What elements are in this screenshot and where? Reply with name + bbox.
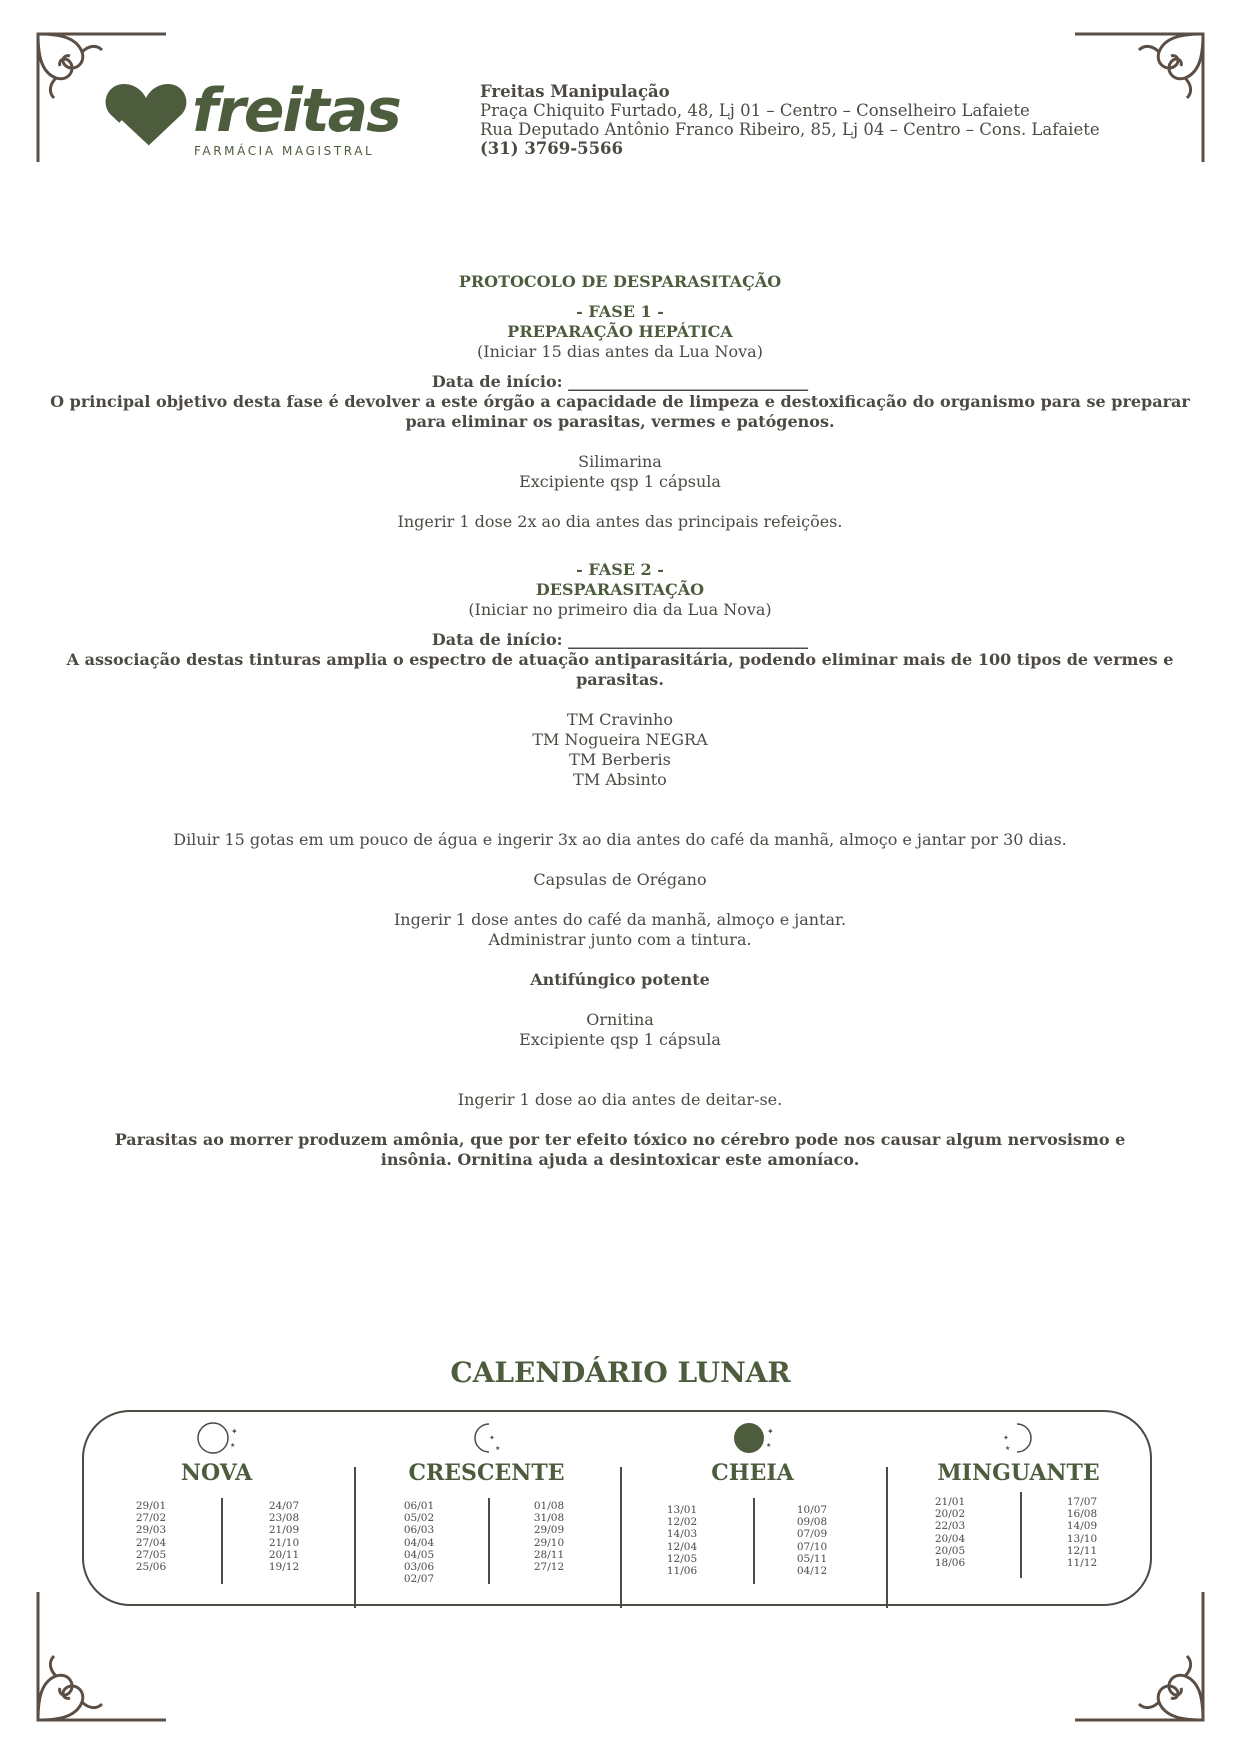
phase-name: MINGUANTE [937,1460,1100,1486]
tincture-item: TM Berberis [569,750,671,769]
date-list-right [762,1504,862,1577]
calendar-date: 13/01 [666,1504,698,1516]
oregano-instruction-2: Administrar junto com a tintura. [488,930,752,949]
waning-moon-icon [997,1420,1041,1456]
full-moon-icon [731,1420,775,1456]
calendar-date: 05/02 [403,1512,435,1525]
antifungal-label: Antifúngico potente [530,970,710,989]
calendar-date: 12/02 [666,1516,698,1529]
fase1-note: (Iniciar 15 dias antes da Lua Nova) [477,342,763,361]
calendar-date: 12/05 [666,1552,698,1565]
fase2-heading: - FASE 2 - [576,560,664,579]
calendar-date: 27/12 [533,1561,565,1574]
new-moon-icon [195,1420,239,1456]
calendar-date: 06/01 [403,1500,435,1512]
svg-text:★: ★ [229,1442,235,1449]
calendar-date: 04/12 [796,1565,828,1578]
svg-text:★: ★ [765,1442,771,1449]
fase1-subheading: PREPARAÇÃO HEPÁTICA [507,322,733,341]
tincture-item: TM Cravinho [567,710,673,729]
calendar-date: 12/11 [1066,1544,1098,1557]
calendar-date: 24/07 [268,1500,300,1512]
calendar-phase-crescente [354,1412,619,1608]
calendar-date: 20/11 [268,1548,300,1561]
calendar-date: 10/07 [796,1504,828,1516]
oregano-instruction-1: Ingerir 1 dose antes do café da manhã, almoço e jantar. [393,910,847,929]
calendar-date: 20/05 [934,1544,966,1557]
calendar-date: 04/04 [403,1536,435,1549]
crescent-moon-icon [465,1420,509,1456]
dilution-instruction: Diluir 15 gotas em um pouco de água e ingerir 3x ao dia antes do café da manhã, almoço e jantar por 30 dias. [173,830,1067,849]
company-name: Freitas Manipulação [480,82,670,101]
calendar-date: 25/06 [135,1561,167,1574]
calendar-date: 23/08 [268,1512,300,1525]
date-list-right [234,1500,334,1573]
protocol-content [40,272,1200,1170]
phase-name: CHEIA [711,1460,794,1486]
calendar-date: 29/09 [533,1524,565,1537]
calendar-date: 03/06 [403,1561,435,1574]
calendar-date: 20/02 [934,1508,966,1521]
ammonia-warning: Parasitas ao morrer produzem amônia, que por ter efeito tóxico no cérebro pode nos causar algum nervosismo e insônia. Ornitina ajuda a desintoxicar este amoníaco. [114,1130,1126,1169]
fase1-formula-1: Silimarina [578,452,662,471]
calendar-date: 29/10 [533,1536,565,1549]
fase1-instruction: Ingerir 1 dose 2x ao dia antes das principais refeições. [397,512,843,531]
calendar-date: 04/05 [403,1548,435,1561]
calendar-date: 05/11 [796,1552,828,1565]
calendar-date: 29/03 [135,1524,167,1537]
calendar-phase-minguante [886,1412,1151,1608]
date-list-right [1032,1496,1132,1569]
svg-text:✦: ✦ [230,1427,238,1436]
ornithine-instruction: Ingerir 1 dose ao dia antes de deitar-se. [457,1090,783,1109]
address-line-1: Praça Chiquito Furtado, 48, Lj 01 – Centro – Conselheiro Lafaiete [480,101,1030,120]
tincture-item: TM Absinto [573,770,667,789]
calendar-date: 17/07 [1066,1496,1098,1508]
calendar-date: 14/03 [666,1528,698,1541]
oregano-capsules: Capsulas de Orégano [533,870,707,889]
calendar-date: 16/08 [1066,1508,1098,1521]
calendar-date: 27/02 [135,1512,167,1525]
fase2-objective: A associação destas tinturas amplia o espectro de atuação antiparasitária, podendo eliminar mais de 100 tipos de vermes e parasitas. [66,650,1174,689]
calendar-date: 07/09 [796,1528,828,1541]
calendar-phase-cheia [620,1412,885,1608]
calendar-date: 02/07 [403,1573,435,1586]
svg-text:✦: ✦ [1002,1434,1009,1442]
address-line-2: Rua Deputado Antônio Franco Ribeiro, 85, Lj 04 – Centro – Cons. Lafaiete [480,120,1100,139]
date-list-left [101,1500,201,1573]
fase2-note: (Iniciar no primeiro dia da Lua Nova) [468,600,772,619]
calendar-date: 12/04 [666,1540,698,1553]
calendar-date: 28/11 [533,1548,565,1561]
brand-logo [104,76,400,162]
date-separator [221,1498,223,1584]
date-list-left [632,1504,732,1577]
fase2-subheading: DESPARASITAÇÃO [535,580,705,599]
lunar-calendar [82,1410,1152,1606]
calendar-date: 31/08 [533,1512,565,1525]
calendar-date: 11/12 [1066,1557,1098,1570]
svg-text:★: ★ [494,1445,500,1452]
fase1-heading: - FASE 1 - [576,302,664,321]
calendar-date: 06/03 [403,1524,435,1537]
calendar-date: 21/10 [268,1536,300,1549]
phase-name: CRESCENTE [408,1460,565,1486]
logo-subtitle: FARMÁCIA MAGISTRAL [194,144,375,158]
contact-block [480,82,1100,158]
ornithine-formula-1: Ornitina [586,1010,654,1029]
calendar-date: 14/09 [1066,1520,1098,1533]
svg-text:✦: ✦ [488,1434,495,1442]
calendar-date: 19/12 [268,1561,300,1574]
fase1-date-line: Data de início: ______________________________ [431,372,809,391]
date-separator [488,1498,490,1584]
calendar-date: 01/08 [533,1500,565,1512]
calendar-date: 18/06 [934,1557,966,1570]
date-list-left [369,1500,469,1585]
calendar-date: 13/10 [1066,1532,1098,1545]
fase2-date-line: Data de início: ______________________________ [431,630,809,649]
tincture-item: TM Nogueira NEGRA [532,730,708,749]
fase1-formula-2: Excipiente qsp 1 cápsula [519,472,721,491]
calendar-date: 27/04 [135,1536,167,1549]
svg-text:★: ★ [1004,1445,1010,1452]
calendar-date: 21/09 [268,1524,300,1537]
calendar-date: 20/04 [934,1532,966,1545]
svg-text:✦: ✦ [766,1427,774,1436]
calendar-date: 09/08 [796,1516,828,1529]
date-list-left [900,1496,1000,1569]
date-separator [753,1498,755,1584]
calendar-date: 27/05 [135,1548,167,1561]
ornithine-formula-2: Excipiente qsp 1 cápsula [519,1030,721,1049]
date-list-right [499,1500,599,1573]
calendar-date: 07/10 [796,1540,828,1553]
calendar-date: 22/03 [934,1520,966,1533]
calendar-date: 11/06 [666,1565,698,1578]
phone-number: (31) 3769-5566 [480,139,624,158]
calendar-title: CALENDÁRIO LUNAR [450,1356,791,1389]
fase1-objective: O principal objetivo desta fase é devolver a este órgão a capacidade de limpeza e destoxificação do organismo para se preparar para eliminar os parasitas, vermes e patógenos. [50,392,1190,431]
page-title: PROTOCOLO DE DESPARASITAÇÃO [458,272,782,291]
calendar-phase-nova [84,1412,349,1608]
calendar-date: 29/01 [135,1500,167,1512]
date-separator [1020,1492,1022,1578]
phase-name: NOVA [180,1460,253,1486]
heart-icon [104,82,188,152]
logo-wordmark: freitas [192,76,400,146]
calendar-date: 21/01 [934,1496,966,1508]
